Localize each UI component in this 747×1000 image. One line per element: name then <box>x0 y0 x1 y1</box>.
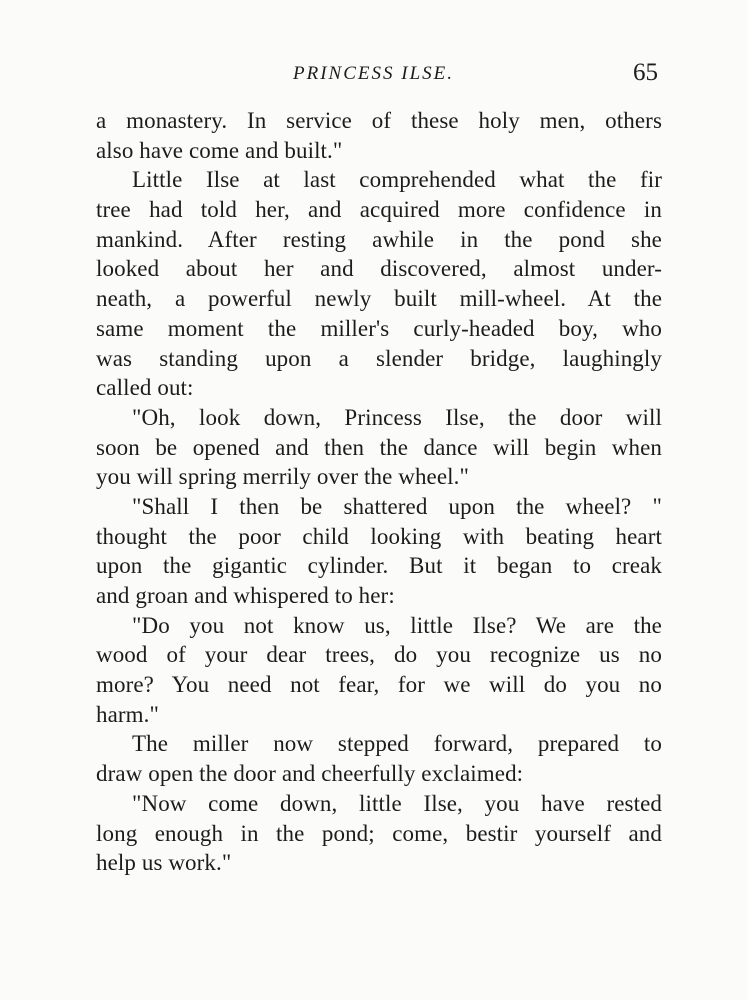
text-line: harm." <box>96 701 159 727</box>
text-line: wood of your dear trees, do you recognize us no <box>96 642 662 668</box>
text-line: The miller now stepped forward, prepared to <box>132 731 662 757</box>
text-line: you will spring merrily over the wheel." <box>96 464 469 490</box>
text-line: looked about her and discovered, almost under- <box>96 256 662 282</box>
text-line: "Shall I then be shattered upon the wheel? " <box>132 493 662 519</box>
body-text <box>96 106 662 878</box>
text-line: "Do you not know us, little Ilse? We are the <box>132 612 662 638</box>
running-head <box>96 59 662 90</box>
text-line: more? You need not fear, for we will do you no <box>96 672 662 698</box>
text-line: "Now come down, little Ilse, you have rested <box>132 790 662 816</box>
text-line: long enough in the pond; come, bestir yourself and <box>96 820 662 846</box>
text-line: thought the poor child looking with beating heart <box>96 523 662 549</box>
text-line: a monastery. In service of these holy men, others <box>96 108 662 133</box>
text-line: same moment the miller's curly-headed boy, who <box>96 315 662 341</box>
text-line: also have come and built." <box>96 137 343 163</box>
text-line: was standing upon a slender bridge, laughingly <box>96 345 662 371</box>
text-line: and groan and whispered to her: <box>96 583 395 608</box>
running-title: PRINCESS ILSE. <box>293 63 454 84</box>
text-line: soon be opened and then the dance will begin when <box>96 434 662 460</box>
text-line: help us work." <box>96 850 232 876</box>
text-line: "Oh, look down, Princess Ilse, the door will <box>132 404 662 430</box>
text-line: called out: <box>96 375 194 401</box>
text-line: draw open the door and cheerfully exclaimed: <box>96 761 524 787</box>
text-line: mankind. After resting awhile in the pond she <box>96 226 662 252</box>
page-number: 65 <box>633 59 658 86</box>
text-line: upon the gigantic cylinder. But it began to creak <box>96 553 662 579</box>
text-line: Little Ilse at last comprehended what the fir <box>132 167 662 193</box>
text-line: tree had told her, and acquired more confidence in <box>96 197 662 223</box>
text-line: neath, a powerful newly built mill-wheel. At the <box>96 286 662 312</box>
